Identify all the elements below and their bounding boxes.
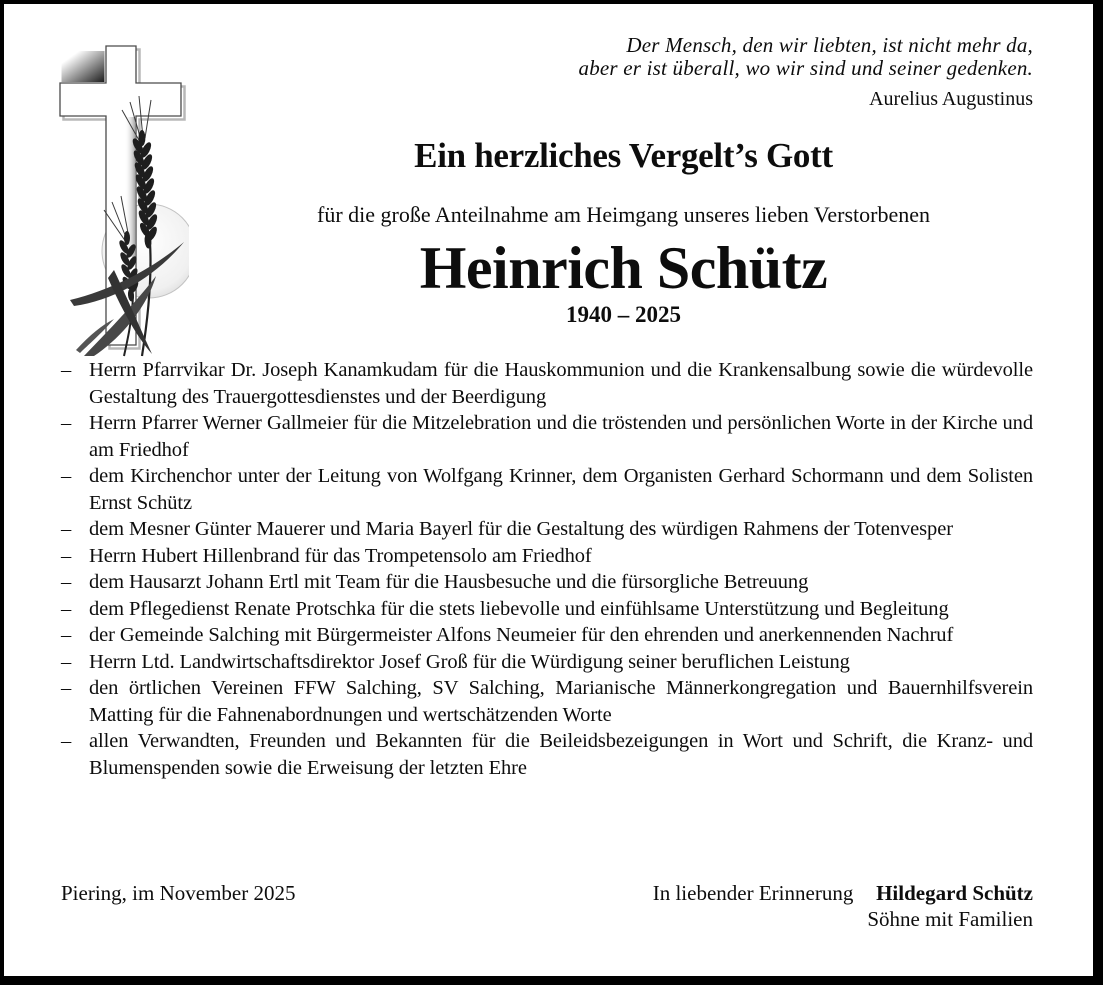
life-years: 1940 – 2025 bbox=[566, 302, 681, 327]
signature-family: Söhne mit Familien bbox=[867, 907, 1033, 931]
acknowledgement-text: den örtlichen Vereinen FFW Salching, SV Salching, Marianische Männerkongregation und Bauernhilfsverein Matting für die Fahnenabordnungen und wertschätzenden Worte bbox=[89, 677, 1033, 726]
acknowledgement-list bbox=[61, 357, 1033, 781]
acknowledgement-item bbox=[61, 543, 1033, 570]
list-dash-marker: – bbox=[61, 624, 72, 646]
acknowledgement-item bbox=[61, 728, 1033, 781]
deceased-name: Heinrich Schütz bbox=[419, 235, 828, 301]
list-dash-marker: – bbox=[61, 730, 72, 752]
acknowledgement-item bbox=[61, 569, 1033, 596]
cross-wheat-icon bbox=[56, 38, 189, 360]
acknowledgement-item bbox=[61, 516, 1033, 543]
footer bbox=[61, 880, 1033, 976]
list-dash-marker: – bbox=[61, 677, 72, 699]
acknowledgement-text: dem Kirchenchor unter der Leitung von Wolfgang Krinner, dem Organisten Gerhard Schormann und dem Solisten Ernst Schütz bbox=[89, 465, 1033, 514]
acknowledgement-text: dem Pflegedienst Renate Protschka für die stets liebevolle und einfühlsame Unterstützung und Begleitung bbox=[89, 597, 949, 620]
acknowledgement-item bbox=[61, 596, 1033, 623]
list-dash-marker: – bbox=[61, 650, 72, 673]
acknowledgement-item bbox=[61, 463, 1033, 516]
acknowledgement-text: Herrn Pfarrvikar Dr. Joseph Kanamkudam für die Hauskommunion und die Krankensalbung sowie die würdevolle Gestaltung des Trauergottesdienstes und der Beerdigung bbox=[89, 359, 1033, 408]
acknowledgement-text: Herrn Hubert Hillenbrand für das Trompetensolo am Friedhof bbox=[89, 544, 592, 567]
headline: Ein herzliches Vergelt’s Gott bbox=[414, 136, 833, 175]
acknowledgement-item bbox=[61, 410, 1033, 463]
subline: für die große Anteilnahme am Heimgang unseres lieben Verstorbenen bbox=[317, 202, 930, 227]
acknowledgement-text: dem Hausarzt Johann Ertl mit Team für die Hausbesuche und die fürsorgliche Betreuung bbox=[89, 571, 809, 593]
acknowledgement-item bbox=[61, 622, 1033, 649]
signature-block bbox=[867, 880, 1033, 932]
quote-line-2: aber er ist überall, wo wir sind und seiner gedenken. bbox=[578, 56, 1033, 80]
cross-wheat-svg bbox=[56, 38, 189, 360]
acknowledgement-text: allen Verwandten, Freunden und Bekannten für die Beileidsbezeigungen in Wort und Schrift, die Kranz- und Blumenspenden sowie die Erweisung der letzten Ehre bbox=[89, 730, 1033, 779]
acknowledgement-text: Herrn Ltd. Landwirtschaftsdirektor Josef Groß für die Würdigung seiner beruflichen Leistung bbox=[89, 650, 850, 673]
acknowledgement-text: der Gemeinde Salching mit Bürgermeister Alfons Neumeier für den ehrenden und anerkennenden Nachruf bbox=[89, 624, 954, 646]
acknowledgement-text: dem Mesner Günter Mauerer und Maria Bayerl für die Gestaltung des würdigen Rahmens der Totenvesper bbox=[89, 518, 953, 540]
acknowledgement-item bbox=[61, 675, 1033, 728]
list-dash-marker: – bbox=[61, 597, 72, 620]
list-dash-marker: – bbox=[61, 359, 72, 381]
list-dash-marker: – bbox=[61, 412, 72, 434]
acknowledgement-item bbox=[61, 357, 1033, 410]
quote-line-1: Der Mensch, den wir liebten, ist nicht mehr da, bbox=[626, 33, 1033, 57]
footer-right bbox=[653, 880, 1033, 932]
closing-phrase: In liebender Erinnerung bbox=[652, 881, 854, 905]
header-block bbox=[214, 136, 1033, 328]
list-dash-marker: – bbox=[61, 465, 72, 487]
quote-attribution: Aurelius Augustinus bbox=[869, 88, 1033, 110]
list-dash-marker: – bbox=[61, 571, 72, 593]
list-dash-marker: – bbox=[61, 518, 72, 540]
signature-name: Hildegard Schütz bbox=[876, 881, 1033, 905]
quote-block bbox=[224, 34, 1033, 80]
list-dash-marker: – bbox=[61, 544, 72, 567]
acknowledgement-item bbox=[61, 649, 1033, 676]
place-date: Piering, im November 2025 bbox=[61, 881, 296, 905]
acknowledgement-text: Herrn Pfarrer Werner Gallmeier für die Mitzelebration und die tröstenden und persönlichen Worte in der Kirche und am Friedhof bbox=[89, 412, 1033, 461]
